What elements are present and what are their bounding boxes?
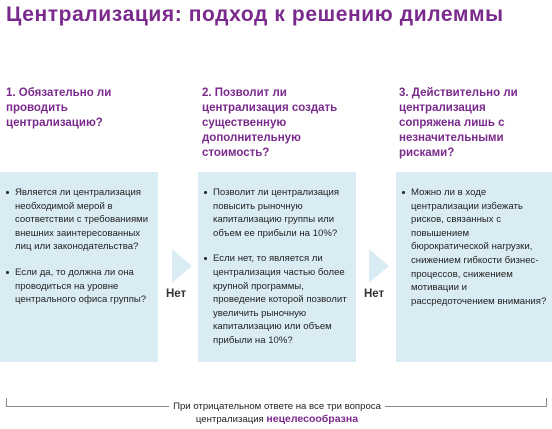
question-2-box [198,172,356,362]
bracket-line-left [6,406,169,407]
bracket-tick-left [6,398,7,406]
question-1-heading: 1. Обязательно ли проводить централизацию? [6,87,112,129]
bullet-item: Является ли централизация необходимой мерой в соответствии с требованиями внешних заинтересованных лиц или законодательства? [6,186,154,254]
question-3-heading: 3. Действительно ли централизация сопряжена лишь с незначительными рисками? [399,87,518,159]
bullet-item: Если нет, то является ли централизация частью более крупной программы, проведение которой позволит увеличить рыночную капитализацию или объем прибыли на 10%? [204,252,352,347]
diagram-title: Централизация: подход к решению дилеммы [6,3,504,26]
bracket-line-right [385,406,547,407]
bracket-tick-right [546,398,547,406]
bullet-item: Можно ли в ходе централизации избежать рисков, связанных с повышением бюрократической нагрузки, снижением гибкости бизнес-процессов, снижением мотивации и рассредоточением внимания? [402,186,548,308]
question-2-bullets [204,186,352,360]
no-label-1: Нет [166,288,187,300]
question-1-box [0,172,158,362]
question-2-heading: 2. Позволит ли централизация создать существенную дополнительную стоимость? [202,87,338,159]
arrow-right-icon [172,249,192,283]
question-3-box [396,172,552,362]
question-1-bullets [6,186,154,319]
footer-conclusion [169,400,385,426]
footer-text: При отрицательном ответе на все три вопроса централизация [173,401,381,425]
footer-bracket [0,398,552,428]
question-3-bullets [402,186,548,320]
bullet-item: Позволит ли централизация повысить рыночную капитализацию группы или объем ее прибыли на 10%? [204,186,352,240]
footer-emphasis: нецелесообразна [266,413,359,425]
bullet-item: Если да, то должна ли она проводиться на уровне центрального офиса группы? [6,266,154,307]
no-label-2: Нет [364,288,385,300]
arrow-right-icon [369,249,389,283]
